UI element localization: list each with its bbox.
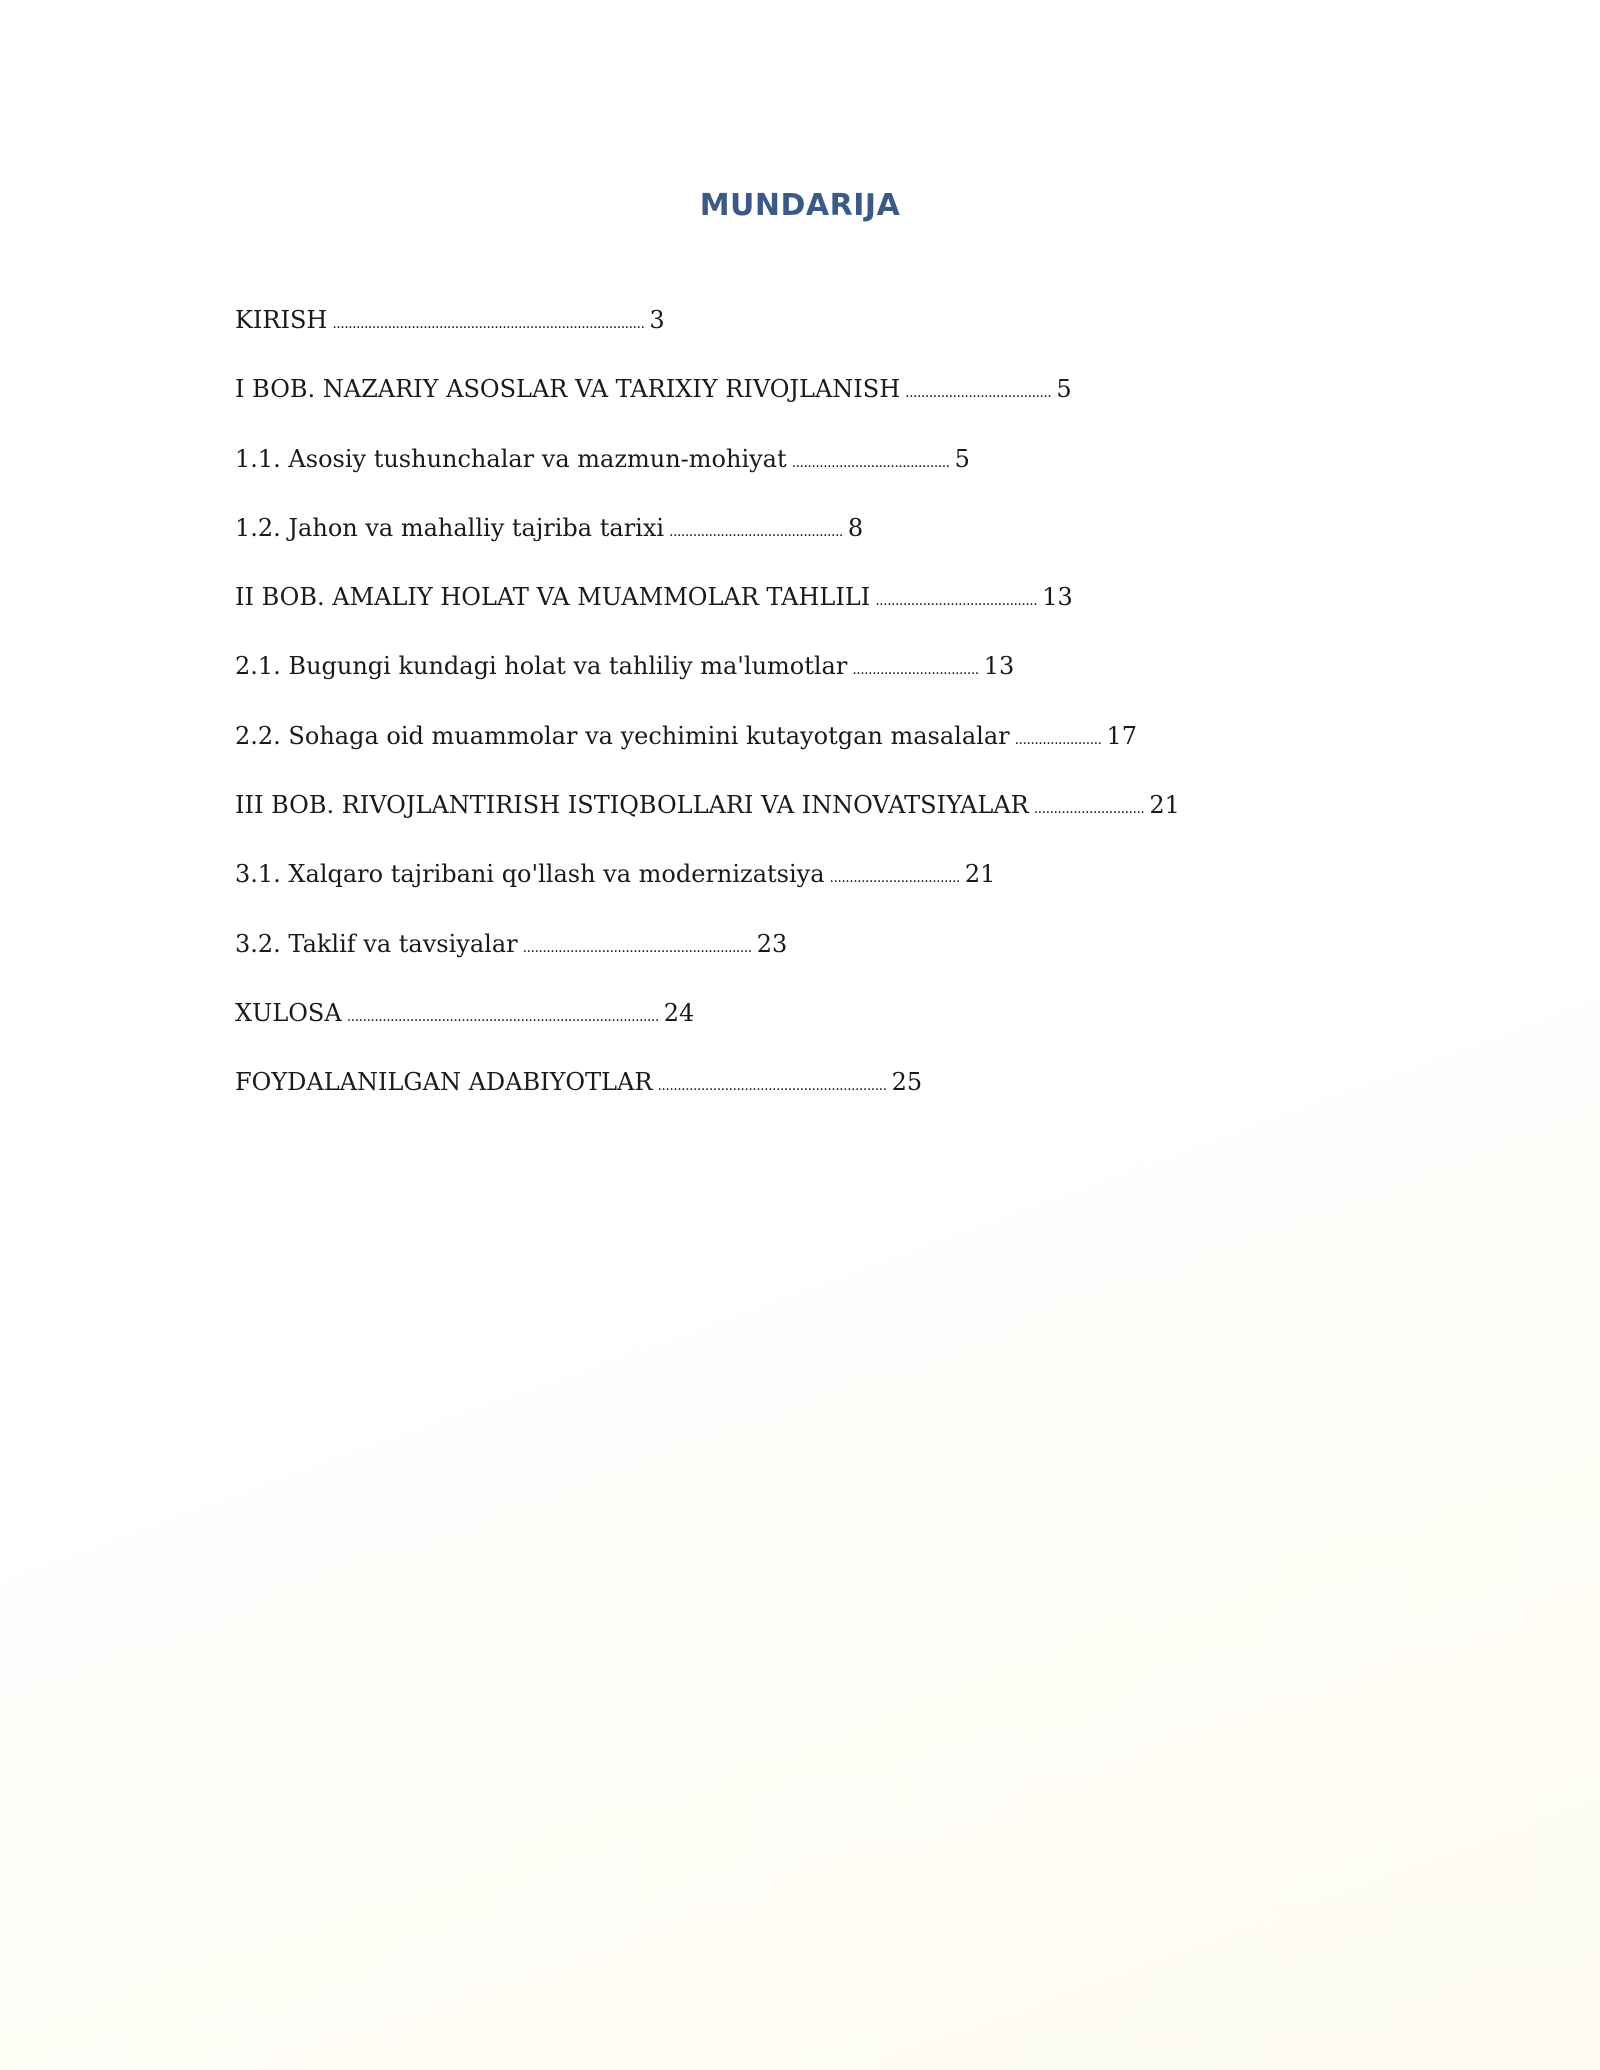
toc-entry-section-1-2 — [235, 508, 1435, 577]
toc-page-number: 21 — [1149, 791, 1180, 820]
toc-entry-chapter-1 — [235, 369, 1435, 438]
toc-entry-label: 3.1. Xalqaro tajribani qo'llash va modernizatsiya — [235, 860, 825, 889]
toc-entry-label: 3.2. Taklif va tavsiyalar — [235, 929, 518, 958]
toc-leader-dots: ..................................... — [905, 385, 1052, 402]
toc-page-number: 23 — [756, 929, 788, 958]
toc-page-number: 13 — [1042, 583, 1073, 612]
toc-leader-dots: ........................................ — [791, 454, 950, 471]
toc-leader-dots: .......................................................... — [657, 1078, 887, 1095]
toc-page-number: 25 — [891, 1068, 923, 1097]
toc-entry-label: I BOB. NAZARIY ASOSLAR VA TARIXIY RIVOJLANISH — [235, 375, 901, 404]
toc-leader-dots: ............................................................................... — [346, 1008, 659, 1025]
toc-title: MUNDARIJA — [699, 188, 901, 223]
toc-entry-section-1-1 — [235, 439, 1435, 508]
toc-entry-label: II BOB. AMALIY HOLAT VA MUAMMOLAR TAHLILI — [235, 583, 871, 612]
toc-leader-dots: ............................................................................... — [332, 316, 645, 332]
toc-entry-label: KIRISH — [235, 306, 328, 334]
toc-page-number: 8 — [847, 513, 864, 542]
toc-page-number: 21 — [964, 860, 996, 889]
toc-entry-section-2-1 — [235, 646, 1435, 715]
toc-entry-xulosa — [235, 993, 1435, 1062]
toc-page-number: 24 — [663, 998, 695, 1027]
toc-entry-label: 2.2. Sohaga oid muammolar va yechimini kutayotgan masalalar — [235, 721, 1010, 750]
toc-entry-label: 2.1. Bugungi kundagi holat va tahliliy ma'lumotlar — [235, 652, 848, 681]
toc-leader-dots: ............................ — [1033, 801, 1145, 818]
toc-page-number: 17 — [1106, 721, 1138, 750]
toc-entry-section-2-2 — [235, 716, 1435, 785]
table-of-contents — [235, 300, 1435, 1132]
toc-page-number: 13 — [983, 652, 1015, 681]
toc-entry-kirish — [235, 300, 1435, 369]
toc-entry-section-3-2 — [235, 924, 1435, 993]
toc-entry-label: XULOSA — [235, 998, 342, 1027]
toc-page-number: 5 — [954, 444, 970, 473]
toc-leader-dots: ............................................ — [669, 523, 843, 540]
toc-leader-dots: ................................. — [829, 870, 960, 887]
toc-entry-label: FOYDALANILGAN ADABIYOTLAR — [235, 1068, 653, 1097]
toc-leader-dots: ...................... — [1014, 731, 1102, 748]
toc-entry-section-3-1 — [235, 854, 1435, 923]
toc-leader-dots: ................................ — [852, 662, 979, 679]
toc-entry-label: III BOB. RIVOJLANTIRISH ISTIQBOLLARI VA INNOVATSIYALAR — [235, 791, 1029, 820]
toc-entry-bibliography — [235, 1062, 1435, 1131]
toc-entry-chapter-3 — [235, 785, 1435, 854]
toc-entry-label: 1.1. Asosiy tushunchalar va mazmun-mohiyat — [235, 444, 787, 473]
toc-page-number: 5 — [1056, 375, 1072, 404]
toc-page-number: 3 — [649, 306, 665, 334]
toc-leader-dots: ......................................... — [875, 593, 1038, 610]
toc-entry-label: 1.2. Jahon va mahalliy tajriba tarixi — [235, 513, 665, 542]
toc-leader-dots: .......................................................... — [522, 939, 752, 956]
toc-entry-chapter-2 — [235, 577, 1435, 646]
